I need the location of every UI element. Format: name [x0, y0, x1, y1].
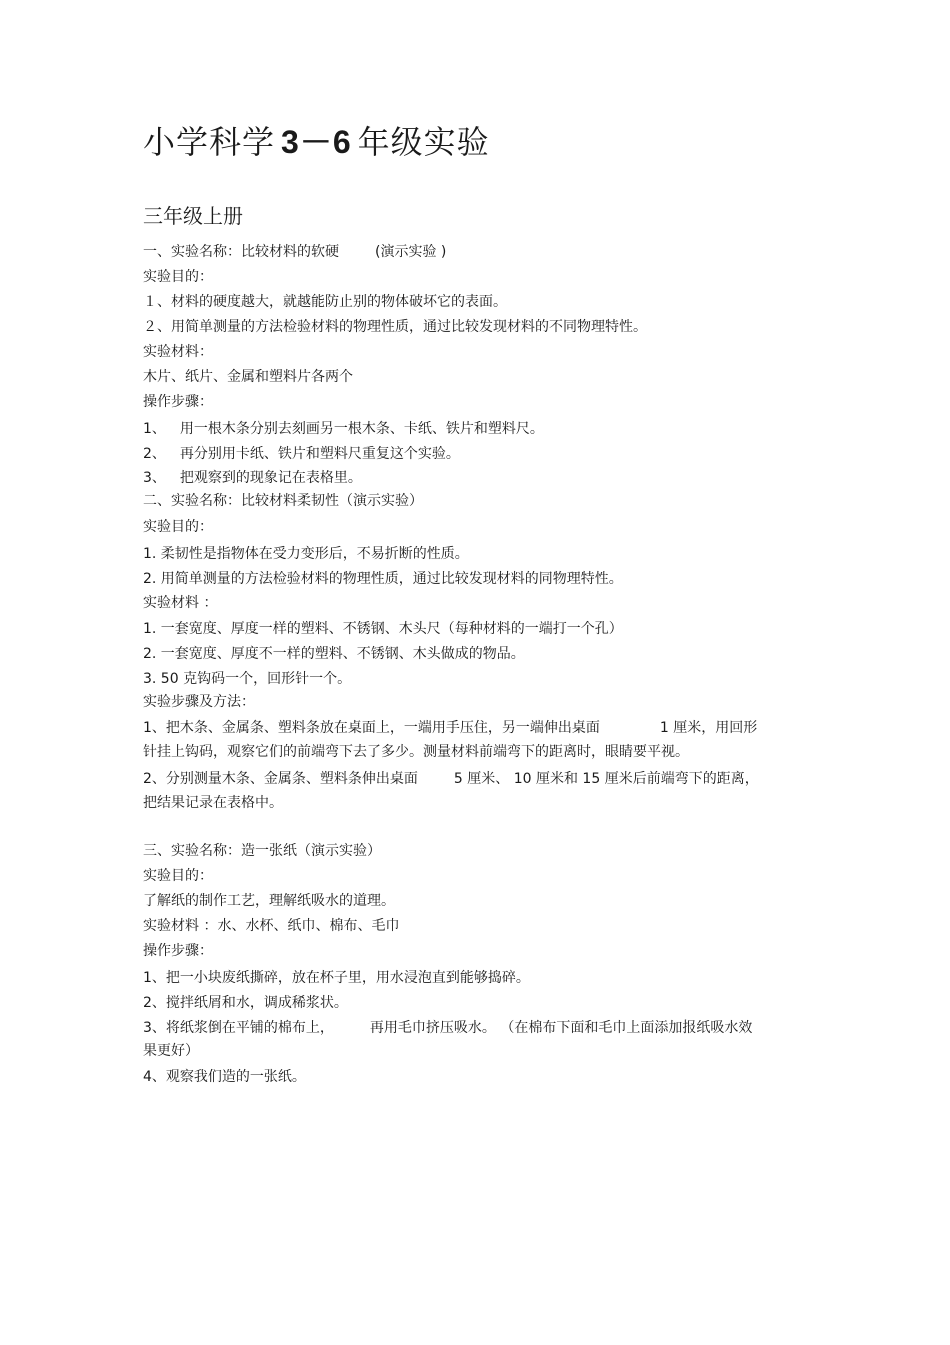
- step-text-continued: 5 厘米、 10 厘米和 15 厘米后前端弯下的距离，: [453, 771, 759, 787]
- step-text-continued: 再用毛巾挤压吸水。 （在棉布下面和毛巾上面添加报纸吸水效: [369, 1020, 753, 1036]
- experiment-2-heading: 二、实验名称：比较材料柔韧性（演示实验）: [143, 493, 423, 509]
- title-text: 小学科学: [143, 123, 276, 161]
- experiment-1-purpose-2: ２、用简单测量的方法检验材料的物理性质，通过比较发现材料的不同物理特性。: [143, 319, 647, 335]
- experiment-1-name: 一、实验名称：比较材料的软硬: [143, 244, 339, 260]
- experiment-1-step-2: [143, 443, 460, 465]
- experiment-2-steps-label: 实验步骤及方法：: [143, 694, 255, 710]
- experiment-3-step-4: 4、观察我们造的一张纸。: [143, 1069, 306, 1085]
- experiment-3-step-3-line-2: 果更好）: [143, 1043, 199, 1059]
- experiment-1-materials: 木片、纸片、金属和塑料片各两个: [143, 369, 353, 385]
- experiment-3-step-3-line-1: [143, 1017, 752, 1039]
- experiment-1-step-3: [143, 467, 362, 489]
- step-text: 再分别用卡纸、铁片和塑料尺重复这个实验。: [179, 446, 460, 462]
- experiment-2-material-3: 3. 50 克钩码一个，回形针一个。: [143, 671, 352, 687]
- experiment-2-step-2-line-2: 把结果记录在表格中。: [143, 795, 283, 811]
- experiment-1-step-1: [143, 418, 544, 440]
- title-grade-range: 3－6: [281, 124, 352, 160]
- experiment-3-purpose-label: 实验目的：: [143, 868, 213, 884]
- experiment-2-purpose-2: 2. 用简单测量的方法检验材料的物理性质，通过比较发现材料的同物理特性。: [143, 571, 623, 587]
- experiment-1-steps-label: 操作步骤：: [143, 394, 213, 410]
- step-number: 2、: [143, 446, 166, 462]
- experiment-2-purpose-label: 实验目的：: [143, 519, 213, 535]
- step-number: 3、: [143, 470, 166, 486]
- experiment-2-material-2: 2. 一套宽度、厚度不一样的塑料、不锈钢、木头做成的物品。: [143, 646, 525, 662]
- experiment-1-heading: [143, 241, 446, 263]
- step-text: 2、分别测量木条、金属条、塑料条伸出桌面: [143, 771, 418, 787]
- title-suffix: 年级实验: [357, 123, 490, 161]
- experiment-3-materials: 实验材料 ：水、水杯、纸巾、棉布、毛巾: [143, 918, 400, 934]
- section-heading: 三年级上册: [143, 204, 243, 228]
- step-text: 用一根木条分别去刻画另一根木条、卡纸、铁片和塑料尺。: [179, 421, 544, 437]
- experiment-2-step-1-line-1: [143, 717, 757, 739]
- experiment-3-step-2: 2、搅拌纸屑和水，调成稀浆状。: [143, 995, 348, 1011]
- experiment-3-purpose: 了解纸的制作工艺，理解纸吸水的道理。: [143, 893, 395, 909]
- experiment-2-material-1: 1. 一套宽度、厚度一样的塑料、不锈钢、木头尺（每种材料的一端打一个孔）: [143, 621, 623, 637]
- experiment-2-step-2-line-1: [143, 768, 759, 790]
- step-text-continued: 1 厘米，用回形: [659, 720, 758, 736]
- step-text: 1、把木条、金属条、塑料条放在桌面上，一端用手压住，另一端伸出桌面: [143, 720, 600, 736]
- experiment-1-materials-label: 实验材料：: [143, 344, 213, 360]
- step-number: 1、: [143, 421, 166, 437]
- experiment-3-step-1: 1、把一小块废纸撕碎，放在杯子里，用水浸泡直到能够捣碎。: [143, 970, 530, 986]
- experiment-2-purpose-1: 1. 柔韧性是指物体在受力变形后，不易折断的性质。: [143, 546, 469, 562]
- experiment-3-steps-label: 操作步骤：: [143, 943, 213, 959]
- step-text: 3、将纸浆倒在平铺的棉布上，: [143, 1020, 334, 1036]
- experiment-2-step-1-line-2: 针挂上钩码，观察它们的前端弯下去了多少。测量材料前端弯下的距离时，眼睛要平视。: [143, 744, 689, 760]
- experiment-2-materials-label: 实验材料 ：: [143, 595, 218, 611]
- experiment-1-note: (演示实验 ): [375, 244, 447, 260]
- experiment-1-purpose-label: 实验目的：: [143, 269, 213, 285]
- experiment-3-heading: 三、实验名称：造一张纸（演示实验）: [143, 843, 381, 859]
- page-title: [143, 120, 490, 164]
- step-text: 把观察到的现象记在表格里。: [179, 470, 362, 486]
- experiment-1-purpose-1: １、材料的硬度越大，就越能防止别的物体破坏它的表面。: [143, 294, 507, 310]
